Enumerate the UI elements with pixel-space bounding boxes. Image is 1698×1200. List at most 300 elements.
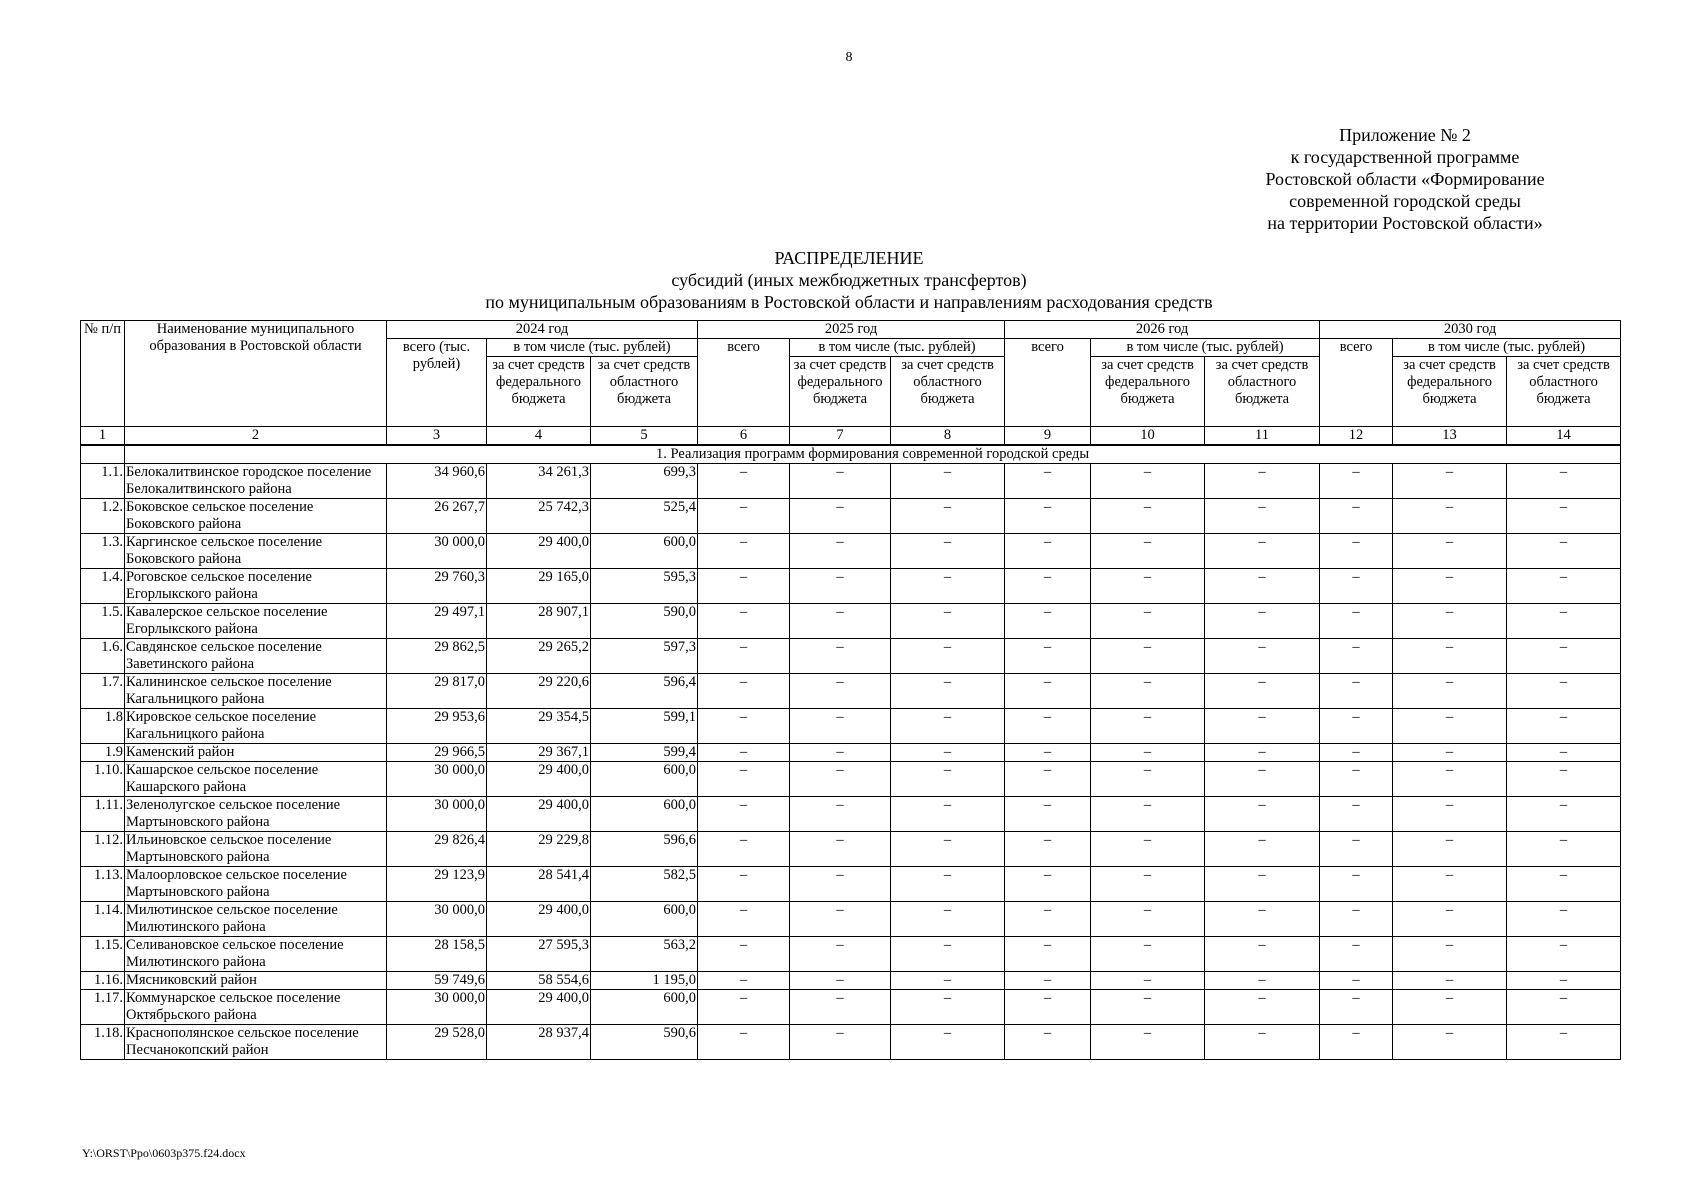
appendix-block: [1250, 124, 1560, 234]
row-number: 1.10.: [81, 762, 125, 797]
empty-value-dash: –: [1320, 499, 1393, 534]
empty-value-dash: –: [1507, 972, 1621, 990]
empty-value-dash: –: [790, 937, 891, 972]
municipality-name: Кашарское сельское поселение Кашарского района: [125, 762, 387, 797]
column-number: 11: [1205, 427, 1320, 446]
empty-value-dash: –: [1091, 762, 1205, 797]
empty-value-dash: –: [1005, 832, 1091, 867]
empty-value-dash: –: [1320, 604, 1393, 639]
header-total-2025: всего: [698, 339, 790, 427]
column-number: 2: [125, 427, 387, 446]
empty-value-dash: –: [891, 937, 1005, 972]
municipality-name: Кавалерское сельское поселение Егорлыкского района: [125, 604, 387, 639]
table-row: [81, 744, 1621, 762]
federal-2024: 29 265,2: [487, 639, 591, 674]
federal-2024: 29 400,0: [487, 902, 591, 937]
empty-value-dash: –: [1205, 709, 1320, 744]
empty-value-dash: –: [1005, 937, 1091, 972]
municipality-name: Селивановское сельское поселение Милютинского района: [125, 937, 387, 972]
row-number: 1.12.: [81, 832, 125, 867]
document-title: [0, 247, 1698, 313]
row-number: 1.9: [81, 744, 125, 762]
title-line: по муниципальным образованиям в Ростовской области и направлениям расходования средств: [485, 292, 1213, 312]
column-number: 8: [891, 427, 1005, 446]
table-row: [81, 902, 1621, 937]
empty-value-dash: –: [698, 797, 790, 832]
empty-value-dash: –: [698, 569, 790, 604]
regional-2024: 595,3: [591, 569, 698, 604]
empty-value-dash: –: [1005, 990, 1091, 1025]
empty-value-dash: –: [1091, 464, 1205, 499]
table-row: [81, 499, 1621, 534]
empty-value-dash: –: [891, 499, 1005, 534]
header-reg-2026: за счет средств областного бюджета: [1205, 357, 1320, 427]
municipality-name: Кировское сельское поселение Кагальницкого района: [125, 709, 387, 744]
empty-value-dash: –: [698, 639, 790, 674]
empty-value-dash: –: [698, 937, 790, 972]
empty-value-dash: –: [790, 604, 891, 639]
empty-value-dash: –: [1005, 534, 1091, 569]
regional-2024: 600,0: [591, 797, 698, 832]
empty-value-dash: –: [1005, 569, 1091, 604]
empty-value-dash: –: [1507, 832, 1621, 867]
federal-2024: 27 595,3: [487, 937, 591, 972]
federal-2024: 29 367,1: [487, 744, 591, 762]
empty-value-dash: –: [790, 499, 891, 534]
total-2024: 30 000,0: [387, 990, 487, 1025]
empty-value-dash: –: [1393, 534, 1507, 569]
row-number: 1.3.: [81, 534, 125, 569]
empty-value-dash: –: [1393, 744, 1507, 762]
municipality-name: Зеленолугское сельское поселение Мартыновского района: [125, 797, 387, 832]
total-2024: 30 000,0: [387, 534, 487, 569]
empty-value-dash: –: [1320, 464, 1393, 499]
regional-2024: 590,0: [591, 604, 698, 639]
row-number: 1.18.: [81, 1025, 125, 1060]
empty-value-dash: –: [1393, 639, 1507, 674]
empty-value-dash: –: [891, 534, 1005, 569]
row-number: 1.13.: [81, 867, 125, 902]
header-fed-2026: за счет средств федерального бюджета: [1091, 357, 1205, 427]
header-year-2030: 2030 год: [1320, 321, 1621, 339]
total-2024: 26 267,7: [387, 499, 487, 534]
empty-value-dash: –: [1205, 569, 1320, 604]
federal-2024: 34 261,3: [487, 464, 591, 499]
empty-value-dash: –: [1205, 762, 1320, 797]
municipality-name: Ильиновское сельское поселение Мартыновского района: [125, 832, 387, 867]
table-body: [81, 445, 1621, 1060]
row-number: 1.8: [81, 709, 125, 744]
empty-value-dash: –: [1507, 744, 1621, 762]
table-row: [81, 797, 1621, 832]
empty-value-dash: –: [1393, 604, 1507, 639]
empty-value-dash: –: [1320, 569, 1393, 604]
empty-value-dash: –: [1393, 937, 1507, 972]
empty-value-dash: –: [698, 674, 790, 709]
empty-value-dash: –: [698, 604, 790, 639]
section-row: [81, 445, 1621, 464]
empty-value-dash: –: [698, 709, 790, 744]
empty-value-dash: –: [790, 867, 891, 902]
empty-value-dash: –: [1091, 832, 1205, 867]
empty-value-dash: –: [1393, 1025, 1507, 1060]
empty-value-dash: –: [1320, 797, 1393, 832]
total-2024: 29 123,9: [387, 867, 487, 902]
empty-value-dash: –: [698, 867, 790, 902]
federal-2024: 29 220,6: [487, 674, 591, 709]
row-number: 1.1.: [81, 464, 125, 499]
federal-2024: 29 400,0: [487, 762, 591, 797]
header-including-2025: в том числе (тыс. рублей): [790, 339, 1005, 357]
empty-value-dash: –: [790, 709, 891, 744]
column-number: 13: [1393, 427, 1507, 446]
empty-value-dash: –: [1091, 639, 1205, 674]
empty-value-dash: –: [891, 990, 1005, 1025]
header-year-2026: 2026 год: [1005, 321, 1320, 339]
empty-value-dash: –: [1205, 1025, 1320, 1060]
column-number: 4: [487, 427, 591, 446]
empty-value-dash: –: [1507, 639, 1621, 674]
empty-value-dash: –: [1205, 639, 1320, 674]
header-reg-2030: за счет средств областного бюджета: [1507, 357, 1621, 427]
empty-value-dash: –: [891, 569, 1005, 604]
empty-value-dash: –: [1005, 674, 1091, 709]
total-2024: 29 497,1: [387, 604, 487, 639]
empty-value-dash: –: [1205, 972, 1320, 990]
empty-value-dash: –: [1507, 534, 1621, 569]
empty-value-dash: –: [891, 972, 1005, 990]
table-row: [81, 990, 1621, 1025]
row-number: 1.2.: [81, 499, 125, 534]
table-row: [81, 832, 1621, 867]
empty-value-dash: –: [1005, 797, 1091, 832]
empty-value-dash: –: [1320, 972, 1393, 990]
empty-value-dash: –: [698, 972, 790, 990]
empty-value-dash: –: [1005, 639, 1091, 674]
municipality-name: Калининское сельское поселение Кагальницкого района: [125, 674, 387, 709]
regional-2024: 525,4: [591, 499, 698, 534]
empty-value-dash: –: [1320, 709, 1393, 744]
column-number: 12: [1320, 427, 1393, 446]
total-2024: 29 966,5: [387, 744, 487, 762]
empty-value-dash: –: [1005, 604, 1091, 639]
empty-value-dash: –: [1005, 709, 1091, 744]
header-total-2026: всего: [1005, 339, 1091, 427]
empty-value-dash: –: [1320, 902, 1393, 937]
header-fed-2024: за счет средств федерального бюджета: [487, 357, 591, 427]
regional-2024: 699,3: [591, 464, 698, 499]
header-including-2024: в том числе (тыс. рублей): [487, 339, 698, 357]
empty-value-dash: –: [1393, 867, 1507, 902]
regional-2024: 563,2: [591, 937, 698, 972]
column-number: 1: [81, 427, 125, 446]
empty-value-dash: –: [1005, 902, 1091, 937]
empty-value-dash: –: [790, 902, 891, 937]
total-2024: 34 960,6: [387, 464, 487, 499]
empty-value-dash: –: [1393, 762, 1507, 797]
table-row: [81, 937, 1621, 972]
distribution-table: [80, 320, 1621, 1060]
row-number: 1.14.: [81, 902, 125, 937]
row-number: 1.11.: [81, 797, 125, 832]
regional-2024: 599,4: [591, 744, 698, 762]
header-name: Наименование муниципального образования в Ростовской области: [125, 321, 387, 427]
header-reg-2024: за счет средств областного бюджета: [591, 357, 698, 427]
page-number: 8: [845, 50, 853, 65]
municipality-name: Роговское сельское поселение Егорлыкского района: [125, 569, 387, 604]
section-title: 1. Реализация программ формирования современной городской среды: [125, 445, 1621, 464]
federal-2024: 29 400,0: [487, 534, 591, 569]
appendix-line: к государственной программе: [1290, 147, 1520, 167]
empty-value-dash: –: [1091, 1025, 1205, 1060]
total-2024: 29 953,6: [387, 709, 487, 744]
row-number: 1.5.: [81, 604, 125, 639]
municipality-name: Мясниковский район: [125, 972, 387, 990]
federal-2024: 29 165,0: [487, 569, 591, 604]
empty-value-dash: –: [1005, 762, 1091, 797]
empty-value-dash: –: [1091, 972, 1205, 990]
federal-2024: 29 354,5: [487, 709, 591, 744]
empty-value-dash: –: [1393, 464, 1507, 499]
column-number: 3: [387, 427, 487, 446]
empty-value-dash: –: [1507, 990, 1621, 1025]
empty-value-dash: –: [1005, 867, 1091, 902]
table-row: [81, 972, 1621, 990]
empty-value-dash: –: [891, 762, 1005, 797]
header-total-2024: всего (тыс. рублей): [387, 339, 487, 427]
header-reg-2025: за счет средств областного бюджета: [891, 357, 1005, 427]
federal-2024: 58 554,6: [487, 972, 591, 990]
empty-value-dash: –: [1205, 937, 1320, 972]
table-row: [81, 604, 1621, 639]
total-2024: 28 158,5: [387, 937, 487, 972]
empty-value-dash: –: [790, 674, 891, 709]
table-row: [81, 534, 1621, 569]
municipality-name: Белокалитвинское городское поселение Белокалитвинского района: [125, 464, 387, 499]
regional-2024: 600,0: [591, 534, 698, 569]
empty-value-dash: –: [1205, 499, 1320, 534]
empty-value-dash: –: [790, 464, 891, 499]
empty-value-dash: –: [698, 499, 790, 534]
header-year-2024: 2024 год: [387, 321, 698, 339]
empty-value-dash: –: [1091, 569, 1205, 604]
empty-value-dash: –: [891, 1025, 1005, 1060]
empty-value-dash: –: [1091, 797, 1205, 832]
header-fed-2030: за счет средств федерального бюджета: [1393, 357, 1507, 427]
empty-value-dash: –: [1320, 674, 1393, 709]
table-row: [81, 639, 1621, 674]
empty-value-dash: –: [698, 744, 790, 762]
column-number: 10: [1091, 427, 1205, 446]
header-total-2030: всего: [1320, 339, 1393, 427]
empty-value-dash: –: [1393, 674, 1507, 709]
footer-file-path: Y:\ORST\Ppo\0603p375.f24.docx: [82, 1146, 246, 1160]
table-row: [81, 1025, 1621, 1060]
regional-2024: 600,0: [591, 762, 698, 797]
empty-value-dash: –: [1205, 744, 1320, 762]
empty-value-dash: –: [1507, 674, 1621, 709]
federal-2024: 29 400,0: [487, 797, 591, 832]
federal-2024: 28 907,1: [487, 604, 591, 639]
municipality-name: Боковское сельское поселение Боковского района: [125, 499, 387, 534]
empty-value-dash: –: [1393, 709, 1507, 744]
total-2024: 30 000,0: [387, 762, 487, 797]
column-number: 7: [790, 427, 891, 446]
regional-2024: 1 195,0: [591, 972, 698, 990]
total-2024: 30 000,0: [387, 797, 487, 832]
appendix-line: Приложение № 2: [1339, 125, 1471, 145]
empty-value-dash: –: [1005, 744, 1091, 762]
empty-value-dash: –: [1507, 1025, 1621, 1060]
empty-value-dash: –: [891, 639, 1005, 674]
regional-2024: 596,6: [591, 832, 698, 867]
empty-value-dash: –: [1005, 499, 1091, 534]
empty-value-dash: –: [1393, 902, 1507, 937]
empty-value-dash: –: [1005, 464, 1091, 499]
empty-value-dash: –: [698, 1025, 790, 1060]
empty-value-dash: –: [790, 972, 891, 990]
appendix-line: Ростовской области «Формирование: [1265, 169, 1545, 189]
total-2024: 29 862,5: [387, 639, 487, 674]
regional-2024: 600,0: [591, 990, 698, 1025]
empty-value-dash: –: [1320, 990, 1393, 1025]
total-2024: 30 000,0: [387, 902, 487, 937]
header-including-2030: в том числе (тыс. рублей): [1393, 339, 1621, 357]
empty-value-dash: –: [1091, 937, 1205, 972]
empty-value-dash: –: [790, 534, 891, 569]
regional-2024: 600,0: [591, 902, 698, 937]
empty-value-dash: –: [1091, 902, 1205, 937]
empty-value-dash: –: [790, 569, 891, 604]
empty-value-dash: –: [891, 797, 1005, 832]
empty-value-dash: –: [1393, 832, 1507, 867]
municipality-name: Коммунарское сельское поселение Октябрьского района: [125, 990, 387, 1025]
empty-value-dash: –: [1507, 867, 1621, 902]
regional-2024: 590,6: [591, 1025, 698, 1060]
empty-value-dash: –: [1507, 569, 1621, 604]
row-number: 1.7.: [81, 674, 125, 709]
empty-value-dash: –: [790, 990, 891, 1025]
municipality-name: Каменский район: [125, 744, 387, 762]
empty-value-dash: –: [698, 902, 790, 937]
column-number: 9: [1005, 427, 1091, 446]
appendix-line: на территории Ростовской области»: [1267, 213, 1543, 233]
empty-value-dash: –: [1507, 797, 1621, 832]
regional-2024: 582,5: [591, 867, 698, 902]
empty-value-dash: –: [790, 762, 891, 797]
table-row: [81, 464, 1621, 499]
empty-value-dash: –: [1393, 797, 1507, 832]
empty-value-dash: –: [698, 990, 790, 1025]
municipality-name: Савдянское сельское поселение Заветинского района: [125, 639, 387, 674]
empty-value-dash: –: [1091, 499, 1205, 534]
empty-value-dash: –: [1507, 709, 1621, 744]
row-number: 1.6.: [81, 639, 125, 674]
empty-value-dash: –: [1205, 990, 1320, 1025]
row-number: 1.17.: [81, 990, 125, 1025]
total-2024: 29 760,3: [387, 569, 487, 604]
municipality-name: Краснополянское сельское поселение Песчанокопский район: [125, 1025, 387, 1060]
header-fed-2025: за счет средств федерального бюджета: [790, 357, 891, 427]
empty-value-dash: –: [891, 604, 1005, 639]
empty-value-dash: –: [698, 832, 790, 867]
empty-value-dash: –: [1507, 604, 1621, 639]
empty-value-dash: –: [1393, 569, 1507, 604]
empty-value-dash: –: [891, 902, 1005, 937]
section-spacer: [81, 445, 125, 464]
empty-value-dash: –: [1507, 499, 1621, 534]
empty-value-dash: –: [1205, 534, 1320, 569]
empty-value-dash: –: [1320, 832, 1393, 867]
table-row: [81, 569, 1621, 604]
empty-value-dash: –: [1205, 867, 1320, 902]
total-2024: 59 749,6: [387, 972, 487, 990]
title-line: РАСПРЕДЕЛЕНИЕ: [774, 248, 924, 268]
empty-value-dash: –: [790, 1025, 891, 1060]
empty-value-dash: –: [891, 744, 1005, 762]
table-row: [81, 674, 1621, 709]
empty-value-dash: –: [1005, 1025, 1091, 1060]
empty-value-dash: –: [891, 867, 1005, 902]
empty-value-dash: –: [1320, 867, 1393, 902]
empty-value-dash: –: [1507, 464, 1621, 499]
empty-value-dash: –: [1205, 902, 1320, 937]
table-header: [81, 321, 1621, 446]
federal-2024: 29 400,0: [487, 990, 591, 1025]
empty-value-dash: –: [1320, 639, 1393, 674]
empty-value-dash: –: [1205, 797, 1320, 832]
empty-value-dash: –: [1091, 867, 1205, 902]
row-number: 1.4.: [81, 569, 125, 604]
empty-value-dash: –: [1320, 1025, 1393, 1060]
empty-value-dash: –: [790, 744, 891, 762]
municipality-name: Милютинское сельское поселение Милютинского района: [125, 902, 387, 937]
empty-value-dash: –: [891, 832, 1005, 867]
column-number-row: [81, 427, 1621, 446]
empty-value-dash: –: [891, 674, 1005, 709]
empty-value-dash: –: [1091, 990, 1205, 1025]
header-no: № п/п: [81, 321, 125, 427]
empty-value-dash: –: [1205, 464, 1320, 499]
empty-value-dash: –: [1005, 972, 1091, 990]
empty-value-dash: –: [1205, 674, 1320, 709]
regional-2024: 597,3: [591, 639, 698, 674]
empty-value-dash: –: [1205, 832, 1320, 867]
federal-2024: 28 937,4: [487, 1025, 591, 1060]
municipality-name: Малоорловское сельское поселение Мартыновского района: [125, 867, 387, 902]
regional-2024: 599,1: [591, 709, 698, 744]
empty-value-dash: –: [1091, 744, 1205, 762]
empty-value-dash: –: [1320, 762, 1393, 797]
empty-value-dash: –: [1091, 674, 1205, 709]
header-year-2025: 2025 год: [698, 321, 1005, 339]
empty-value-dash: –: [698, 464, 790, 499]
table-row: [81, 709, 1621, 744]
empty-value-dash: –: [790, 797, 891, 832]
empty-value-dash: –: [1091, 709, 1205, 744]
municipality-name: Каргинское сельское поселение Боковского района: [125, 534, 387, 569]
empty-value-dash: –: [790, 639, 891, 674]
federal-2024: 28 541,4: [487, 867, 591, 902]
empty-value-dash: –: [698, 762, 790, 797]
empty-value-dash: –: [1091, 534, 1205, 569]
empty-value-dash: –: [1320, 937, 1393, 972]
total-2024: 29 528,0: [387, 1025, 487, 1060]
empty-value-dash: –: [790, 832, 891, 867]
table-row: [81, 762, 1621, 797]
empty-value-dash: –: [891, 709, 1005, 744]
empty-value-dash: –: [1091, 604, 1205, 639]
